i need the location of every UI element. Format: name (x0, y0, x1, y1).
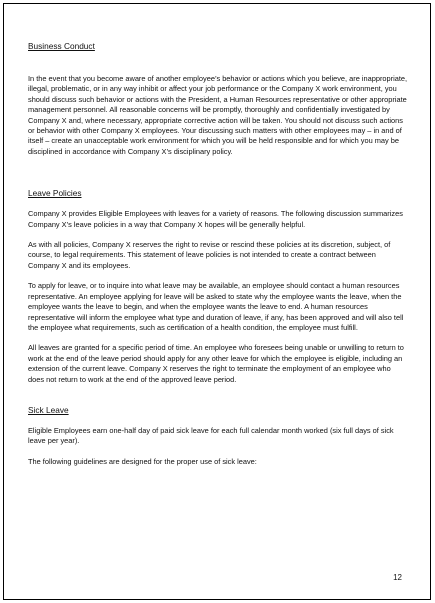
leave-policies-paragraph-4: All leaves are granted for a specific period of time. An employee who foresees being unable or unwilling to return to work at the end of the leave period should apply for any other leave for which the employee is eligible, including an extension of the current leave. Company X reserves the right to terminate the employment of an employee who does not return to work at the end of the approved leave period. (28, 343, 404, 384)
page-content (28, 41, 408, 467)
leave-policies-paragraph-2: As with all policies, Company X reserves the right to revise or rescind these policies at its discretion, subject, of course, to legal requirements. This statement of leave policies is not intended to create a contract between Company X and its employees. (28, 240, 391, 270)
sick-leave-paragraph-2: The following guidelines are designed for the proper use of sick leave: (28, 456, 257, 466)
document-page (3, 3, 431, 600)
sick-leave-paragraph-1: Eligible Employees earn one-half day of paid sick leave for each full calendar month worked (six full days of sick leave per year). (28, 425, 394, 446)
leave-policies-paragraph-1: Company X provides Eligible Employees with leaves for a variety of reasons. The following discussion summarizes Company X’s leave policies in a way that Company X hopes will be generally helpful. (28, 209, 403, 229)
section-heading-leave-policies: Leave Policies (28, 188, 82, 199)
leave-policies-paragraph-3: To apply for leave, or to inquire into what leave may be available, an employee should contact a human resources representative. An employee applying for leave will be asked to state why the employee wants the leave, when the employee wants the leave to begin, and when the employee wants the leave to end. A human resources representative will inform the employee what type and duration of leave, if any, has been approved and will also tell the employee what requirements, such as certification of a health condition, the employee must fulfill. (28, 281, 404, 332)
business-conduct-paragraph: In the event that you become aware of another employee’s behavior or actions which you believe, are inappropriate, illegal, problematic, or in any way inhibit or affect your job performance or the Company X work environment, you should discuss such behavior or actions with the President, a Human Resources representative or other appropriate management personnel. All reasonable concerns will be promptly, thoroughly and confidentially investigated by Company X and, where necessary, appropriate corrective action will be taken. You should not discuss such actions or behavior with other Company X employees. Your discussing such matters with other employees may – in and of itself – create an unacceptable work environment for which you will be held responsible and for which you may be disciplined in accordance with Company X’s disciplinary policy. (28, 74, 408, 156)
section-heading-business-conduct: Business Conduct (28, 41, 95, 51)
section-heading-sick-leave: Sick Leave (28, 404, 69, 415)
page-number: 12 (393, 573, 402, 582)
